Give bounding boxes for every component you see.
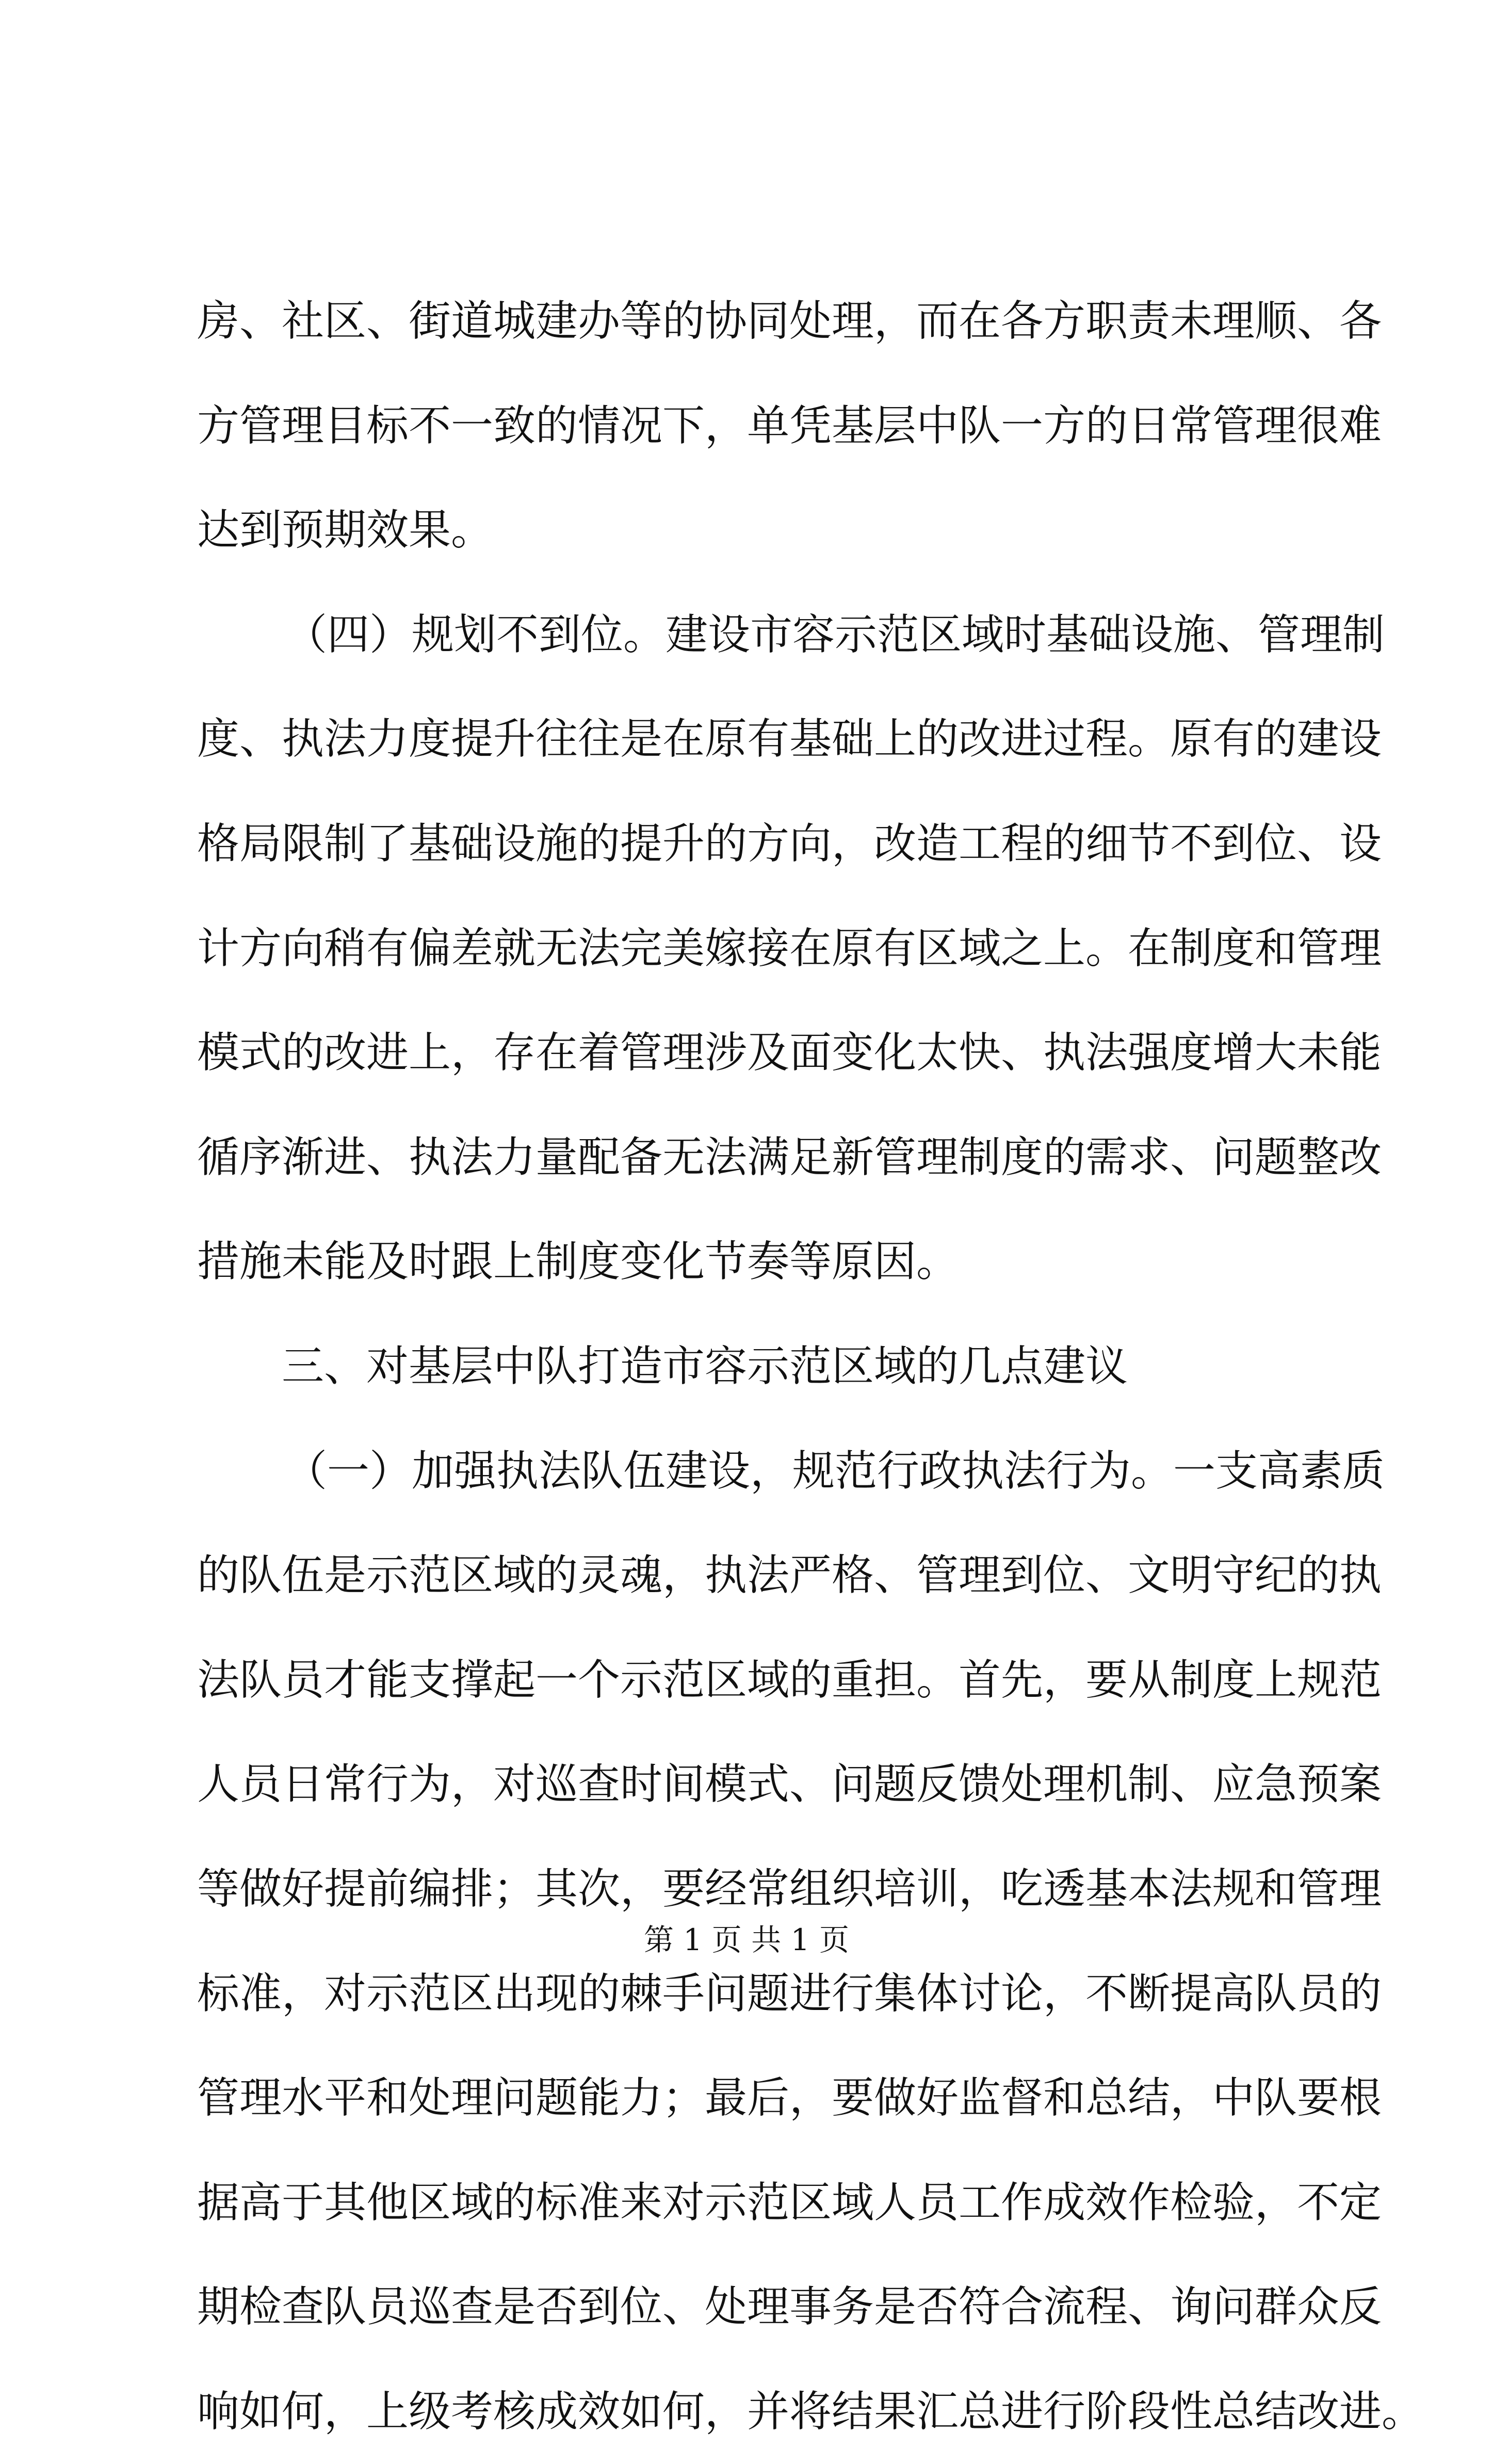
page-footer: 第 1 页 共 1 页: [644, 1922, 849, 1957]
text-line: 措施未能及时跟上制度变化节奏等原因。: [197, 1237, 959, 1287]
section-heading-line: （一）加强执法队伍建设，规范行政执法行为。一支高素质: [285, 1446, 1385, 1496]
text-line: 达到预期效果。: [197, 506, 494, 555]
text-line: 人员日常行为，对巡查时间模式、问题反馈处理机制、应急预案: [197, 1760, 1382, 1809]
text-line: 房、社区、街道城建办等的协同处理，而在各方职责未理顺、各: [197, 297, 1382, 346]
text-line: 方管理目标不一致的情况下，单凭基层中队一方的日常管理很难: [197, 401, 1382, 450]
text-line: 标准，对示范区出现的棘手问题进行集体讨论，不断提高队员的: [197, 1969, 1382, 2018]
text-line: 据高于其他区域的标准来对示范区域人员工作成效作检验，不定: [197, 2178, 1382, 2227]
text-line: 计方向稍有偏差就无法完美嫁接在原有区域之上。在制度和管理: [197, 923, 1382, 973]
text-line: 期检查队员巡查是否到位、处理事务是否符合流程、询问群众反: [197, 2282, 1382, 2332]
text-line: 管理水平和处理问题能力；最后，要做好监督和总结，中队要根: [197, 2073, 1382, 2123]
text-line: 格局限制了基础设施的提升的方向，改造工程的细节不到位、设: [197, 819, 1382, 868]
document-body: [197, 269, 1424, 2464]
text-line: 响如何，上级考核成效如何，并将结果汇总进行阶段性总结改进。: [197, 2387, 1424, 2436]
section-heading-line: （四）规划不到位。建设市容示范区域时基础设施、管理制: [285, 610, 1385, 659]
text-line: 度、执法力度提升往往是在原有基础上的改进过程。原有的建设: [197, 715, 1382, 764]
text-line: 循序渐进、执法力量配备无法满足新管理制度的需求、问题整改: [197, 1132, 1382, 1182]
text-line: 等做好提前编排；其次，要经常组织培训，吃透基本法规和管理: [197, 1864, 1382, 1914]
text-line: 法队员才能支撑起一个示范区域的重担。首先，要从制度上规范: [197, 1655, 1382, 1705]
text-line: 模式的改进上，存在着管理涉及面变化太快、执法强度增大未能: [197, 1028, 1382, 1078]
section-heading: 三、对基层中队打造市容示范区域的几点建议: [282, 1341, 1128, 1391]
text-line: 的队伍是示范区域的灵魂，执法严格、管理到位、文明守纪的执: [197, 1551, 1382, 1600]
